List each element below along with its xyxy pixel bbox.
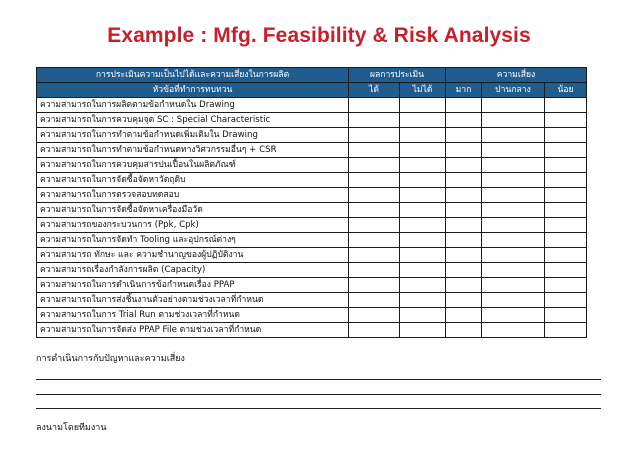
risk-high-cell[interactable] bbox=[446, 113, 482, 128]
table-row bbox=[37, 173, 587, 188]
risk-high-cell[interactable] bbox=[446, 173, 482, 188]
result-yes-cell[interactable] bbox=[349, 173, 400, 188]
result-no-cell[interactable] bbox=[400, 218, 446, 233]
risk-mid-cell[interactable] bbox=[482, 173, 545, 188]
result-yes-cell[interactable] bbox=[349, 203, 400, 218]
table-row bbox=[37, 128, 587, 143]
risk-high-cell[interactable] bbox=[446, 98, 482, 113]
risk-high-cell[interactable] bbox=[446, 158, 482, 173]
table-row bbox=[37, 143, 587, 158]
sign-label: ลงนามโดยทีมงาน bbox=[36, 423, 107, 433]
risk-high-cell[interactable] bbox=[446, 188, 482, 203]
risk-low-cell[interactable] bbox=[545, 98, 587, 113]
result-no-cell[interactable] bbox=[400, 113, 446, 128]
header-risk-mid: ปานกลาง bbox=[482, 83, 545, 98]
risk-mid-cell[interactable] bbox=[482, 188, 545, 203]
table-row bbox=[37, 98, 587, 113]
table-row bbox=[37, 293, 587, 308]
result-no-cell[interactable] bbox=[400, 323, 446, 338]
result-no-cell[interactable] bbox=[400, 293, 446, 308]
risk-mid-cell[interactable] bbox=[482, 98, 545, 113]
result-yes-cell[interactable] bbox=[349, 158, 400, 173]
risk-low-cell[interactable] bbox=[545, 113, 587, 128]
result-no-cell[interactable] bbox=[400, 188, 446, 203]
result-no-cell[interactable] bbox=[400, 248, 446, 263]
risk-high-cell[interactable] bbox=[446, 278, 482, 293]
table-row bbox=[37, 278, 587, 293]
risk-low-cell[interactable] bbox=[545, 188, 587, 203]
result-yes-cell[interactable] bbox=[349, 113, 400, 128]
risk-low-cell[interactable] bbox=[545, 293, 587, 308]
row-topic-label: ความสามารถเรื่องกำลังการผลิต (Capacity) bbox=[37, 263, 349, 278]
row-topic-label: ความสามารถ ทักษะ และ ความชำนาญของผู้ปฏิบัติงาน bbox=[37, 248, 349, 263]
risk-mid-cell[interactable] bbox=[482, 218, 545, 233]
row-topic-label: ความสามารถในการดำเนินการข้อกำหนดเรื่อง PPAP bbox=[37, 278, 349, 293]
risk-mid-cell[interactable] bbox=[482, 293, 545, 308]
risk-low-cell[interactable] bbox=[545, 173, 587, 188]
header-risk-low: น้อย bbox=[545, 83, 587, 98]
risk-mid-cell[interactable] bbox=[482, 233, 545, 248]
table-row bbox=[37, 218, 587, 233]
table-row bbox=[37, 323, 587, 338]
header-topic-col: หัวข้อที่ทำการทบทวน bbox=[37, 83, 349, 98]
risk-low-cell[interactable] bbox=[545, 323, 587, 338]
result-no-cell[interactable] bbox=[400, 233, 446, 248]
header-main-col: การประเมินความเป็นไปได้และความเสี่ยงในการผลิต bbox=[37, 68, 349, 83]
header-result-yes: ได้ bbox=[349, 83, 400, 98]
risk-mid-cell[interactable] bbox=[482, 263, 545, 278]
result-yes-cell[interactable] bbox=[349, 293, 400, 308]
risk-low-cell[interactable] bbox=[545, 128, 587, 143]
result-no-cell[interactable] bbox=[400, 203, 446, 218]
row-topic-label: ความสามารถในการทำตามข้อกำหนดเพิ่มเติมใน Drawing bbox=[37, 128, 349, 143]
row-topic-label: ความสามารถของกระบวนการ (Ppk, Cpk) bbox=[37, 218, 349, 233]
result-no-cell[interactable] bbox=[400, 173, 446, 188]
result-yes-cell[interactable] bbox=[349, 308, 400, 323]
risk-mid-cell[interactable] bbox=[482, 308, 545, 323]
row-topic-label: ความสามารถในการจัดส่ง PPAP File ตามช่วงเวลาที่กำหนด bbox=[37, 323, 349, 338]
action-line-2[interactable] bbox=[36, 394, 601, 395]
row-topic-label: ความสามารถในการควบคุมจุด SC : Special Characteristic bbox=[37, 113, 349, 128]
result-no-cell[interactable] bbox=[400, 128, 446, 143]
action-line-1[interactable] bbox=[36, 379, 601, 380]
header-row-1 bbox=[37, 68, 587, 83]
risk-low-cell[interactable] bbox=[545, 143, 587, 158]
table-row bbox=[37, 203, 587, 218]
risk-high-cell[interactable] bbox=[446, 143, 482, 158]
result-yes-cell[interactable] bbox=[349, 218, 400, 233]
header-result-group: ผลการประเมิน bbox=[349, 68, 446, 83]
header-risk-group: ความเสี่ยง bbox=[446, 68, 587, 83]
risk-mid-cell[interactable] bbox=[482, 128, 545, 143]
result-yes-cell[interactable] bbox=[349, 278, 400, 293]
risk-mid-cell[interactable] bbox=[482, 158, 545, 173]
risk-high-cell[interactable] bbox=[446, 323, 482, 338]
table-row bbox=[37, 308, 587, 323]
result-yes-cell[interactable] bbox=[349, 128, 400, 143]
page-title: Example : Mfg. Feasibility & Risk Analysis bbox=[107, 24, 531, 47]
risk-high-cell[interactable] bbox=[446, 128, 482, 143]
row-topic-label: ความสามารถในการจัดทำ Tooling และอุปกรณ์ต่างๆ bbox=[37, 233, 349, 248]
risk-high-cell[interactable] bbox=[446, 308, 482, 323]
table-row bbox=[37, 248, 587, 263]
row-topic-label: ความสามารถในการควบคุมสารปนเปื้อนในผลิตภัณฑ์ bbox=[37, 158, 349, 173]
risk-high-cell[interactable] bbox=[446, 293, 482, 308]
risk-low-cell[interactable] bbox=[545, 248, 587, 263]
risk-mid-cell[interactable] bbox=[482, 143, 545, 158]
risk-high-cell[interactable] bbox=[446, 218, 482, 233]
action-label: การดำเนินการกับปัญหาและความเสี่ยง bbox=[36, 354, 185, 364]
result-no-cell[interactable] bbox=[400, 263, 446, 278]
risk-low-cell[interactable] bbox=[545, 263, 587, 278]
result-yes-cell[interactable] bbox=[349, 248, 400, 263]
risk-mid-cell[interactable] bbox=[482, 323, 545, 338]
header-row-2 bbox=[37, 83, 587, 98]
result-yes-cell[interactable] bbox=[349, 263, 400, 278]
result-yes-cell[interactable] bbox=[349, 323, 400, 338]
result-no-cell[interactable] bbox=[400, 158, 446, 173]
risk-mid-cell[interactable] bbox=[482, 278, 545, 293]
risk-mid-cell[interactable] bbox=[482, 113, 545, 128]
risk-high-cell[interactable] bbox=[446, 263, 482, 278]
risk-low-cell[interactable] bbox=[545, 278, 587, 293]
table-row bbox=[37, 233, 587, 248]
row-topic-label: ความสามารถในการจัดซื้อจัดหาเครื่องมือวัด bbox=[37, 203, 349, 218]
risk-mid-cell[interactable] bbox=[482, 248, 545, 263]
risk-low-cell[interactable] bbox=[545, 233, 587, 248]
risk-high-cell[interactable] bbox=[446, 233, 482, 248]
table-row bbox=[37, 263, 587, 278]
row-topic-label: ความสามารถในการตรวจสอบทดสอบ bbox=[37, 188, 349, 203]
risk-low-cell[interactable] bbox=[545, 203, 587, 218]
row-topic-label: ความสามารถในการส่งชิ้นงานตัวอย่างตามช่วงเวลาที่กำหนด bbox=[37, 293, 349, 308]
row-topic-label: ความสามารถในการ Trial Run ตามช่วงเวลาที่กำหนด bbox=[37, 308, 349, 323]
risk-mid-cell[interactable] bbox=[482, 203, 545, 218]
risk-high-cell[interactable] bbox=[446, 203, 482, 218]
result-yes-cell[interactable] bbox=[349, 98, 400, 113]
risk-analysis-table bbox=[36, 67, 587, 338]
row-topic-label: ความสามารถในการจัดซื้อจัดหาวัตถุดิบ bbox=[37, 173, 349, 188]
table-row bbox=[37, 158, 587, 173]
row-topic-label: ความสามารถในการผลิตตามข้อกำหนดใน Drawing bbox=[37, 98, 349, 113]
result-no-cell[interactable] bbox=[400, 98, 446, 113]
risk-low-cell[interactable] bbox=[545, 308, 587, 323]
table-row bbox=[37, 113, 587, 128]
header-risk-high: มาก bbox=[446, 83, 482, 98]
header-result-no: ไม่ได้ bbox=[400, 83, 446, 98]
table-body bbox=[37, 98, 587, 338]
result-no-cell[interactable] bbox=[400, 308, 446, 323]
row-topic-label: ความสามารถในการทำตามข้อกำหนดทางวิศวกรรมอื่นๆ + CSR bbox=[37, 143, 349, 158]
risk-low-cell[interactable] bbox=[545, 218, 587, 233]
risk-low-cell[interactable] bbox=[545, 158, 587, 173]
result-no-cell[interactable] bbox=[400, 143, 446, 158]
result-yes-cell[interactable] bbox=[349, 188, 400, 203]
result-yes-cell[interactable] bbox=[349, 143, 400, 158]
table-row bbox=[37, 188, 587, 203]
result-yes-cell[interactable] bbox=[349, 233, 400, 248]
result-no-cell[interactable] bbox=[400, 278, 446, 293]
risk-high-cell[interactable] bbox=[446, 248, 482, 263]
action-line-3[interactable] bbox=[36, 408, 601, 409]
